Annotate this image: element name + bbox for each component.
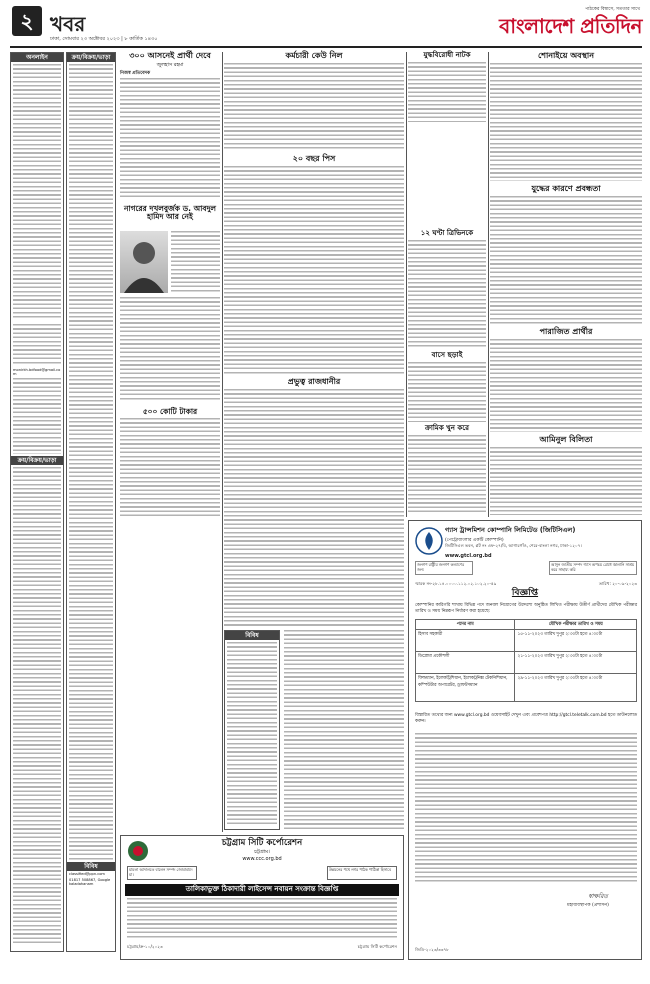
ctg-url[interactable]: www.ccc.org.bd bbox=[242, 856, 282, 862]
table-cell: ১৫-১১-২০২৩ তারিখ দুপুর ২:৩০টা হতে ৪:৩০টা bbox=[515, 630, 637, 652]
gtcl-slogan-left: জনগণ রাষ্ট্রীয় জনগণ কল্যাণের জন্য bbox=[415, 561, 473, 575]
article-dominance bbox=[224, 378, 404, 628]
classified-email[interactable]: monirkh.bdfood@gmail.com bbox=[13, 368, 61, 376]
masthead bbox=[0, 0, 650, 50]
article-body bbox=[224, 166, 404, 374]
headline: যুদ্ধের কারণে প্রবন্ধতা bbox=[531, 184, 601, 193]
headline: আমিনুল বিলিতা bbox=[539, 435, 593, 444]
classified-body bbox=[11, 376, 63, 456]
classified-title: ক্রয়/বিক্রয়/ভাড়া bbox=[11, 456, 63, 465]
classified-title: বিবিধ bbox=[67, 862, 115, 871]
article-body bbox=[224, 389, 404, 627]
ctg-body bbox=[127, 898, 397, 940]
headline: প্রভুত্ব রাজধানীর bbox=[287, 377, 341, 386]
article-body bbox=[490, 196, 642, 324]
article-body bbox=[408, 435, 486, 515]
person-icon bbox=[120, 231, 168, 293]
flame-logo-icon bbox=[415, 527, 443, 555]
gtcl-url[interactable]: www.gtcl.org.bd bbox=[445, 553, 492, 559]
section-name: খবর bbox=[50, 12, 86, 36]
table-cell: হিসাব সহকারী bbox=[416, 630, 515, 652]
article-body bbox=[408, 240, 486, 348]
headline: নাগরের দখলবুর্জক ড. আবদুল হামিদ আর নেই bbox=[123, 204, 217, 222]
classified-body bbox=[11, 465, 63, 945]
classified-phone: 01817 508867, Google kaladahanam bbox=[69, 878, 111, 886]
byline: জুলহাস রহমা bbox=[156, 61, 184, 68]
article-body bbox=[120, 78, 220, 198]
table-cell: ২১-১১-২০২৩ তারিখ দুপুর ২:৩০টা হতে ৪:৩০টা bbox=[515, 652, 637, 674]
notice-table-wrap bbox=[415, 619, 637, 702]
kicker: নিজস্ব প্রতিবেদক bbox=[120, 71, 151, 77]
article-body bbox=[408, 362, 486, 422]
table-cell: ডিপ্লোমা প্রকৌশলী bbox=[416, 652, 515, 674]
ctg-ad bbox=[120, 835, 404, 960]
table-cell: ২৯-১১-২০২৩ তারিখ দুপুর ২:৩০টা হতে ৪:৩০টা bbox=[515, 674, 637, 702]
gtcl-date: তারিখ: ২০-০৯-২০২৩ bbox=[598, 581, 637, 586]
ctg-city: চট্টগ্রাম। bbox=[254, 849, 270, 855]
classified-title: ক্রয়/বিক্রয়/ভাড়া bbox=[67, 53, 115, 62]
portrait-photo bbox=[120, 231, 168, 293]
article-anti-war-play bbox=[408, 52, 486, 122]
gtcl-memo: স্মারক নং-২৮.১৪.০০০০.১১২.০২.১০২.২০-৫৯ bbox=[415, 581, 497, 586]
table-row bbox=[416, 630, 637, 652]
ctg-box-left: মামলা আদালতে বালেন সম্পদ জোবাবাদে মা। bbox=[127, 866, 197, 880]
gtcl-logo bbox=[415, 527, 443, 555]
column-rule bbox=[488, 52, 489, 517]
article-obituary bbox=[120, 205, 220, 405]
table-row bbox=[416, 652, 637, 674]
notice-body bbox=[415, 733, 637, 883]
headline: কর্মচারী কেউ নিল bbox=[285, 51, 343, 60]
table-header: পদের নাম bbox=[416, 620, 515, 630]
table-cell: ফিল্ডম্যান, ইলেকট্রিশিয়ান, ইলেকট্রনিক্স টেকনিশিয়ান, কম্পিউটার অপারেটর, ড্রাফটসম্যান bbox=[416, 674, 515, 702]
article-workers bbox=[224, 52, 404, 152]
article-body bbox=[224, 63, 404, 151]
notice-title: বিজ্ঞপ্তি bbox=[511, 588, 539, 598]
notice-signatory: মহাব্যবস্থাপক (প্রশাসন) bbox=[567, 903, 609, 908]
classified-body bbox=[67, 62, 115, 862]
notice-table bbox=[415, 619, 637, 702]
headline: যুদ্ধবিরোধী নাটক bbox=[423, 51, 471, 59]
classified-col-2 bbox=[66, 52, 116, 952]
article-body bbox=[120, 297, 220, 401]
headline: শোনাইয়ে অবস্থান bbox=[537, 51, 595, 60]
headline: পারাজিত প্রার্থীর bbox=[539, 327, 593, 336]
article-300-seats bbox=[120, 52, 220, 202]
gtcl-slogan-right: আসুন জাতীয় সম্পদ গ্যাস অপচয় রোধে জ্বালানি সাশ্রয় করে সাহায্য করি bbox=[549, 561, 637, 575]
headline: ৩০০ আসনেই প্রার্থী দেবে bbox=[129, 51, 211, 60]
article-aminul bbox=[490, 436, 642, 516]
article-12-hours bbox=[408, 230, 486, 350]
article-sit-in bbox=[490, 52, 642, 182]
table-row bbox=[416, 674, 637, 702]
dateline: ঢাকা, সোমবার ২৩ অক্টোবর ২০২৩ | ৮ কার্তিক ১৪৩০ bbox=[50, 36, 158, 42]
article-body bbox=[120, 418, 220, 516]
classified-body bbox=[11, 62, 63, 322]
headline: ১২ ঘণ্টা ত্রিভিনকে bbox=[420, 229, 474, 237]
headline: বাসে ছড়াই bbox=[431, 351, 463, 359]
classified-mid bbox=[224, 630, 280, 830]
article-body bbox=[284, 630, 404, 830]
article-body bbox=[408, 62, 486, 122]
ctg-ref-left: চট্টগ্রাম/ক্র-১০/২০২৩ bbox=[127, 944, 163, 949]
gtcl-subtitle: (পেট্রোবাংলার একটি কোম্পানি) bbox=[445, 538, 504, 543]
ctg-title: চট্টগ্রাম সিটি কর্পোরেশন bbox=[221, 838, 303, 848]
gtcl-ad bbox=[408, 520, 642, 960]
classified-title: বিবিধ bbox=[225, 631, 279, 640]
classified-title: অনলাইন bbox=[11, 53, 63, 62]
article-body bbox=[490, 339, 642, 432]
notice-intro: কোম্পানির কারিগরি শাখায় বিভিন্ন পদে জনবল নিয়োগের উদ্দেশ্যে অনুষ্ঠিত লিখিত পরীক্ষায় উত্তীর্ণ প্রার্থীদের মৌখিক পরীক্ষার তারিখ ও সময় নিম্নরূপ নির্ধারণ করা হয়েছে: bbox=[415, 603, 637, 614]
notice-signature: স্বাক্ষরিত bbox=[588, 893, 608, 900]
article-20-years bbox=[224, 155, 404, 375]
classified-body bbox=[11, 322, 63, 368]
article-continuation bbox=[284, 630, 404, 830]
article-murder bbox=[408, 425, 486, 517]
article-defeated-candidate bbox=[490, 328, 642, 433]
article-war-impact bbox=[490, 185, 642, 325]
brand-tagline: পাঠকের বিশ্বাসে, সততার সাথে bbox=[585, 7, 640, 12]
headline: ৫০০ কোটি টাকার bbox=[142, 407, 198, 416]
article-bus bbox=[408, 352, 486, 422]
ctg-ref-right: চট্টগ্রাম সিটি কর্পোরেশন bbox=[357, 944, 397, 949]
classified-col-1 bbox=[10, 52, 64, 952]
gtcl-address: জিটিসিএল ভবন, প্লট নং এফ-২৭/বি, আগারগাঁও, শেরে-বাংলা নগর, ঢাকা-১২০৭। bbox=[445, 543, 582, 548]
ctg-notice-title: তালিকাভুক্ত ঠিকাদারী লাইসেন্স নবায়ন সংক্রান্ত বিজ্ঞপ্তি bbox=[125, 884, 399, 896]
page-number: ২ bbox=[20, 9, 34, 33]
gtcl-title: গ্যাস ট্রান্সমিশন কোম্পানি লিমিটেড (জিটিসিএল) bbox=[445, 526, 576, 534]
headline: ক্রামিক খুন করে bbox=[425, 424, 469, 432]
notice-footer: বিস্তারিত তথ্যের জন্য www.gtcl.org.bd ওয়েবসাইট দেখুন এবং প্রবেশপত্র http://gtcl.teletalk.com.bd হতে ডাউনলোড করুন। bbox=[415, 713, 637, 724]
column-rule bbox=[222, 52, 223, 832]
article-body bbox=[171, 231, 220, 293]
column-rule bbox=[406, 52, 407, 517]
article-500-crore bbox=[120, 408, 220, 518]
table-header: মৌখিক পরীক্ষার তারিখ ও সময় bbox=[515, 620, 637, 630]
article-body bbox=[490, 447, 642, 515]
headline: ২০ বছর পিস bbox=[292, 154, 336, 163]
classified-email[interactable]: classified@ppn.com bbox=[69, 872, 105, 876]
classified-body bbox=[225, 640, 279, 828]
notice-ref: জিডি-২০২৩/৩৩৭৮ bbox=[415, 947, 449, 952]
ctg-box-right: উন্নয়নের পথে নগর পাঠক পাঠিকা হিসাবে bbox=[327, 866, 397, 880]
brand-logo: বাংলাদেশ প্রতিদিন bbox=[499, 14, 642, 38]
article-body bbox=[490, 63, 642, 181]
masthead-rule bbox=[10, 46, 642, 48]
